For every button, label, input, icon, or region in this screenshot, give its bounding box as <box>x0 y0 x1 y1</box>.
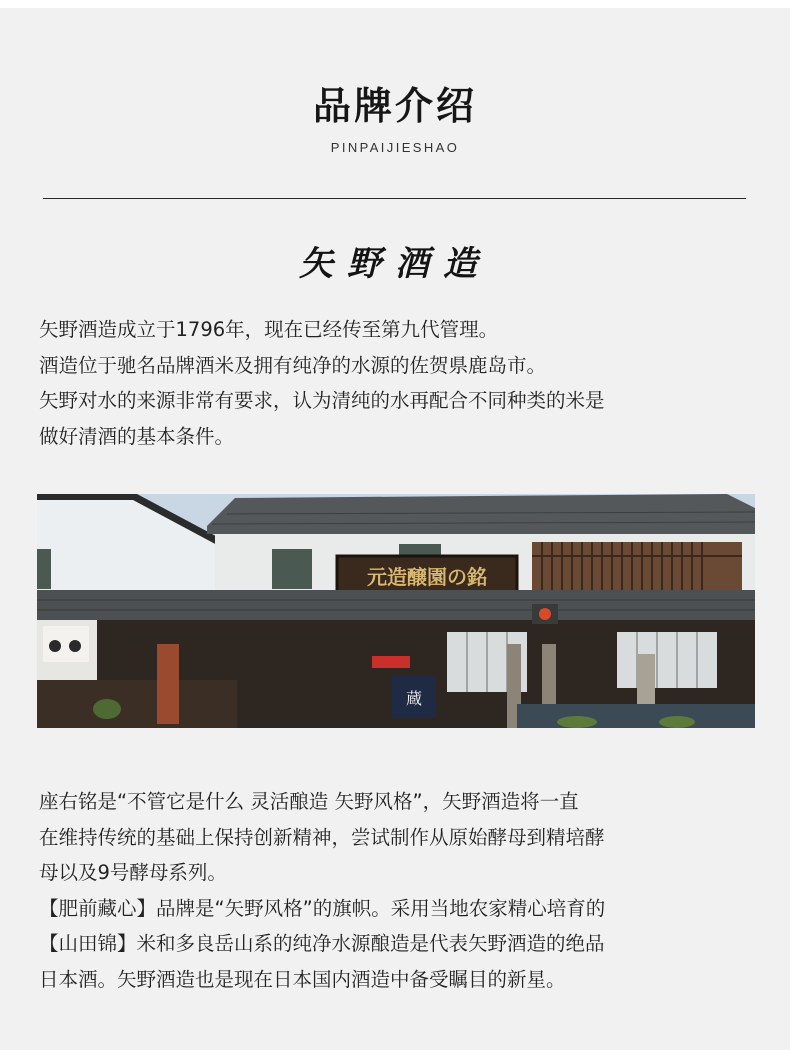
intro-line: 酒造位于驰名品牌酒米及拥有纯净的水源的佐贺県鹿岛市。 <box>39 353 547 377</box>
body-line: 在维持传统的基础上保持创新精神，尝试制作从原始酵母到精培酵 <box>39 825 605 849</box>
signboard-text: 元造醸園の銘 <box>367 565 487 589</box>
body-line: 日本酒。矢野酒造也是现在日本国内酒造中备受瞩目的新星。 <box>39 967 566 991</box>
intro-line: 矢野对水的来源非常有要求，认为清纯的水再配合不同种类的米是 <box>39 389 605 412</box>
page-subtitle: PINPAIJIESHAO <box>330 140 460 155</box>
divider <box>43 198 746 199</box>
body-paragraph <box>39 784 759 997</box>
section-title: 矢野酒造 <box>299 244 491 284</box>
body-line: 母以及9号酵母系列。 <box>39 861 227 884</box>
intro-line: 做好清酒的基本条件。 <box>39 424 235 448</box>
intro-paragraph <box>39 312 759 454</box>
brewery-photo <box>37 494 755 728</box>
banner-text: 蔵 <box>405 689 423 708</box>
body-line: 【山田锦】米和多良岳山系的纯净水源酿造是代表矢野酒造的绝品 <box>39 932 605 955</box>
body-line: 座右铭是“不管它是什么 灵活酿造 矢野风格”，矢野酒造将一直 <box>39 790 579 813</box>
body-line: 【肥前藏心】品牌是“矢野风格”的旗帜。采用当地农家精心培育的 <box>39 896 606 920</box>
page-title: 品牌介绍 <box>312 83 477 128</box>
heading-block <box>0 84 790 155</box>
intro-line: 矢野酒造成立于1796年，现在已经传至第九代管理。 <box>39 318 499 341</box>
top-strip <box>0 0 790 8</box>
